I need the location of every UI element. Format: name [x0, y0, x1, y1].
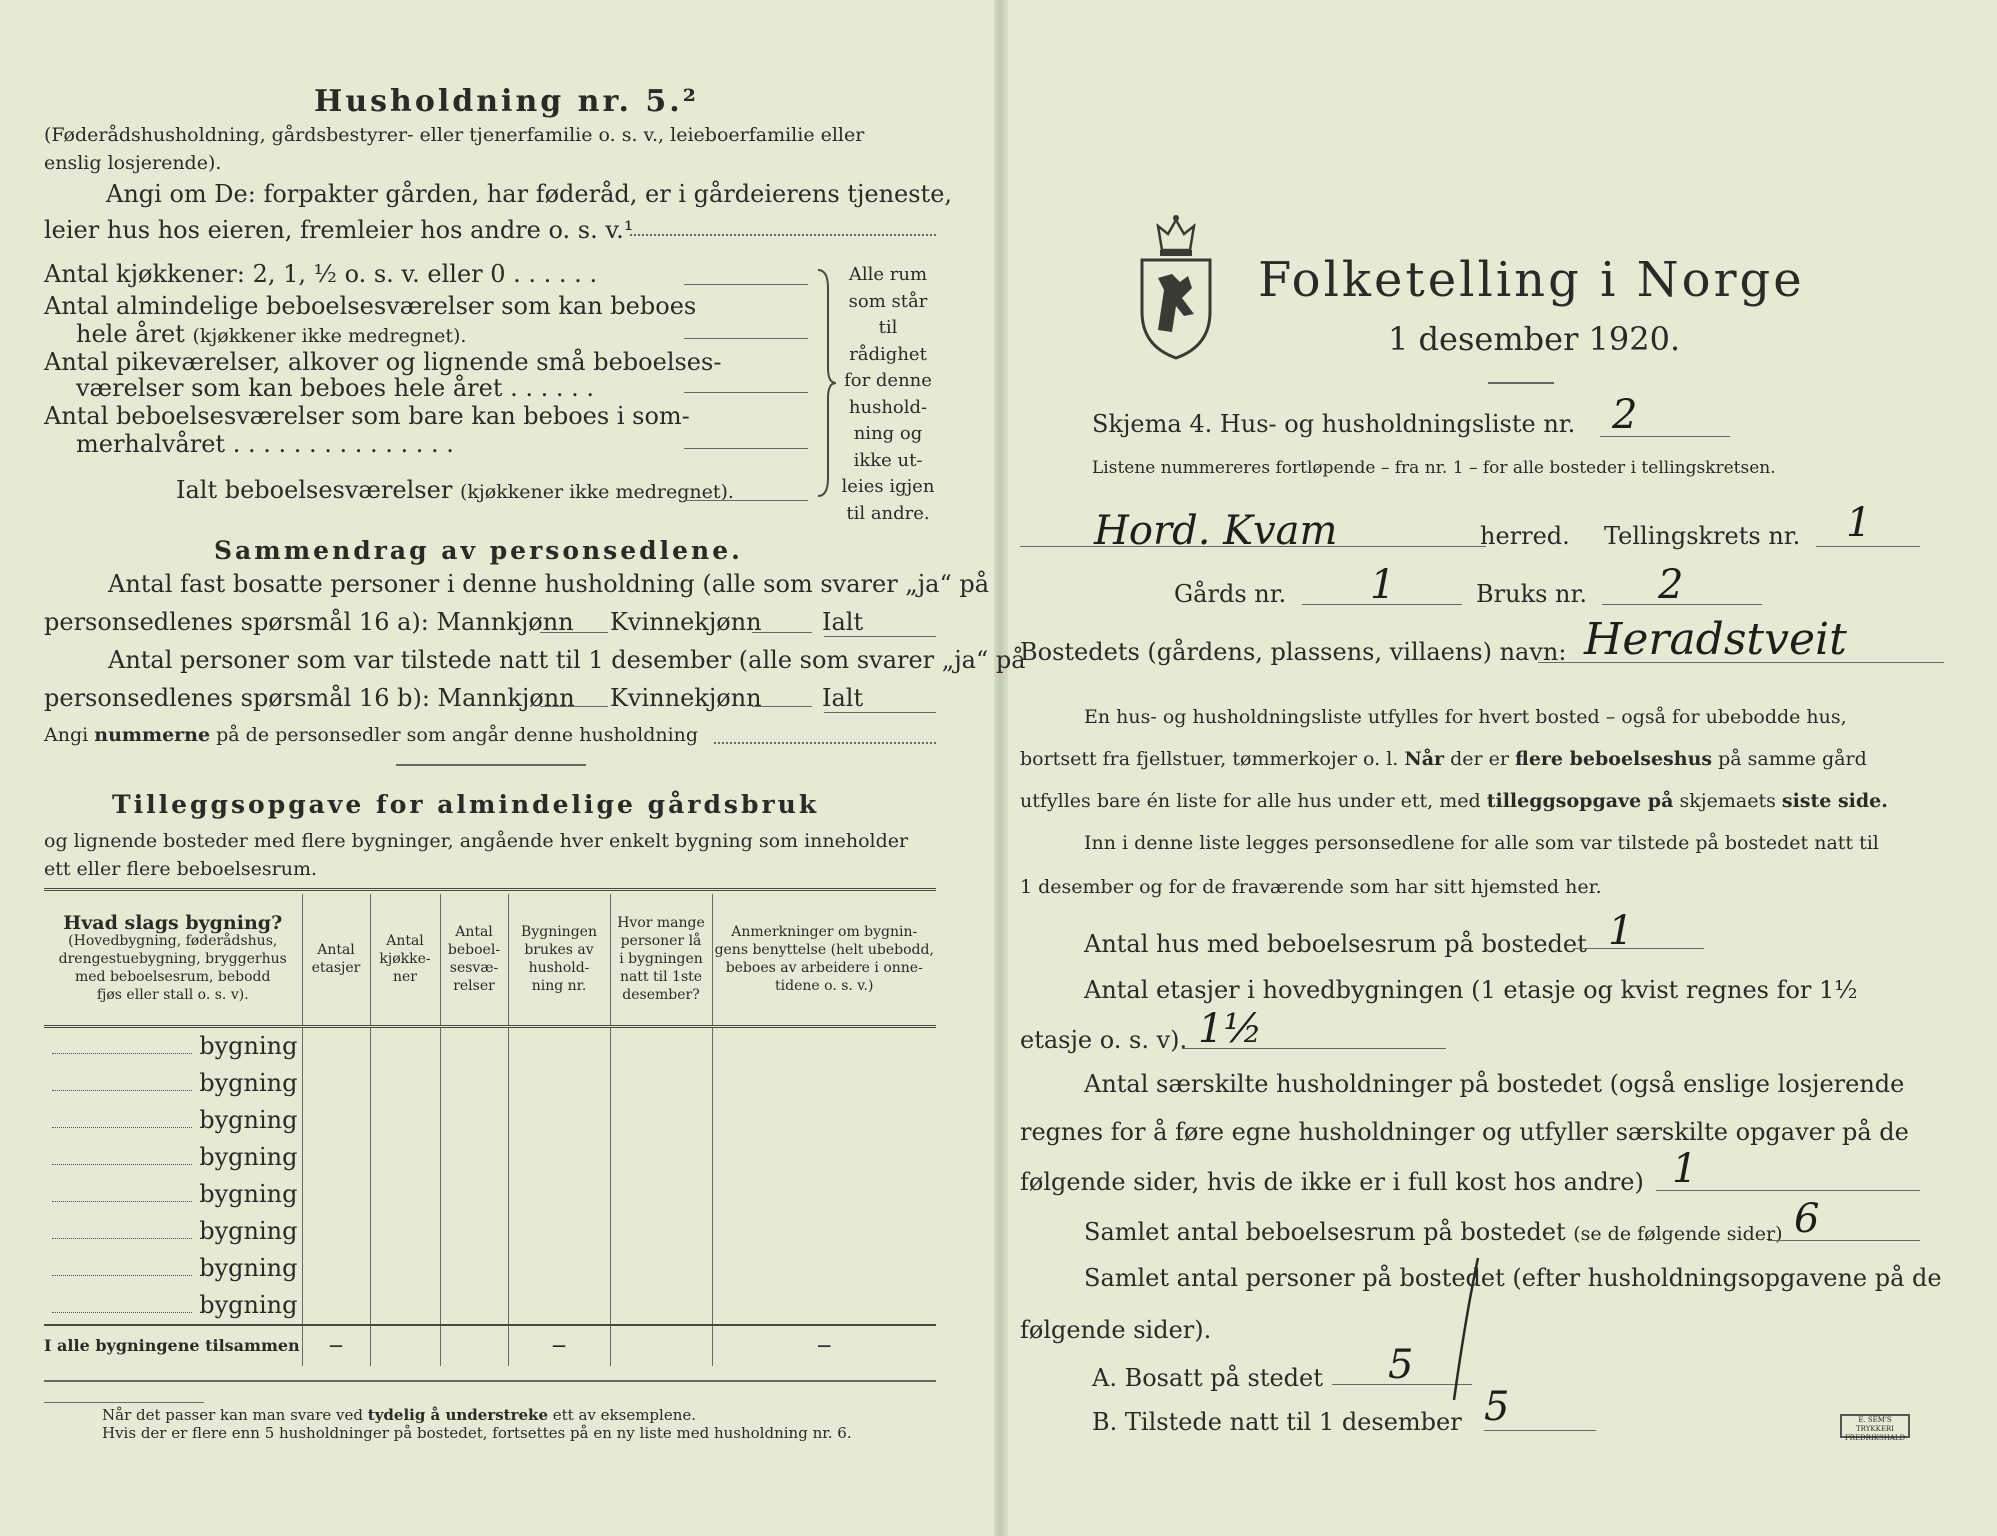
cell[interactable] [712, 1026, 936, 1065]
question-resident: A. Bosatt på stedet [1092, 1364, 1323, 1392]
col-building-type-desc-2: drengestuebygning, bryggerhus [58, 951, 287, 968]
col-rooms [440, 894, 508, 1026]
cell[interactable] [610, 1102, 712, 1139]
rooms-summer-2: merhalvåret . . . . . . . . . . . . . . . [76, 430, 454, 458]
cell[interactable] [440, 1250, 508, 1287]
row-label-text: bygning [199, 1032, 298, 1060]
info-2b: Når [1404, 748, 1445, 770]
info-line-4: Inn i denne liste legges personsedlene for alle som var tilstede på bostedet natt til [1084, 832, 1879, 854]
table-row [44, 1250, 936, 1287]
total-rooms-field[interactable] [684, 500, 808, 501]
cell[interactable] [440, 1139, 508, 1176]
p2-total-field[interactable] [824, 712, 936, 713]
rooms-maid-2: værelser som kan beboes hele året . . . . . . [76, 374, 595, 402]
tellingskrets-label: Tellingskrets nr. [1604, 522, 1801, 550]
rooms-kitchens: Antal kjøkkener: 2, 1, ½ o. s. v. eller 0 . . . . . . [44, 260, 598, 288]
resident-value[interactable]: 5 [1388, 1342, 1414, 1388]
cell[interactable] [712, 1213, 936, 1250]
rooms-ordinary-1: Antal almindelige beboelsesværelser som kan beboes [44, 292, 697, 320]
section-divider [396, 764, 586, 766]
norwegian-coat-of-arms-icon [1136, 212, 1216, 360]
title-divider [1488, 382, 1554, 384]
rooms-ordinary-2-text: hele året [76, 320, 185, 348]
cell[interactable] [508, 1287, 610, 1325]
buildings-table [44, 894, 936, 1366]
row-label[interactable] [44, 1102, 302, 1139]
cell[interactable] [610, 1026, 712, 1065]
question-present: B. Tilstede natt til 1 desember [1092, 1408, 1462, 1436]
cell[interactable] [712, 1065, 936, 1102]
brace-note-4: for denne [844, 370, 932, 391]
page-fold [994, 0, 1008, 1536]
cell[interactable] [508, 1213, 610, 1250]
household-subtitle-2: enslig losjerende). [44, 152, 222, 174]
cell[interactable] [508, 1176, 610, 1213]
cell[interactable] [370, 1176, 440, 1213]
cell[interactable] [712, 1250, 936, 1287]
row-label-text: bygning [199, 1254, 298, 1282]
total-rooms[interactable] [440, 1325, 508, 1366]
info-2c: der er [1450, 748, 1509, 770]
info-3c: skjemaets [1679, 790, 1776, 812]
gards-label: Gårds nr. [1174, 580, 1287, 608]
question-rooms-note: (se de følgende sider) [1573, 1223, 1783, 1245]
footnote-1 [102, 1406, 696, 1424]
present-field-line [1484, 1430, 1596, 1431]
question-persons-2: følgende sider). [1020, 1316, 1212, 1344]
brace-note-9: til andre. [846, 502, 930, 524]
summary-numbers-post: på de personsedler som angår denne husholdning [216, 724, 699, 746]
cell[interactable] [610, 1287, 712, 1325]
brace-note-7: ikke ut- [853, 449, 923, 471]
kitchens-field[interactable] [684, 284, 808, 285]
rooms-total-text: Ialt beboelsesværelser [176, 476, 453, 504]
cell[interactable] [370, 1213, 440, 1250]
info-3a: utfylles bare én liste for alle hus under ett, med [1020, 790, 1481, 812]
cell[interactable] [610, 1139, 712, 1176]
row-label-text: bygning [199, 1180, 298, 1208]
row-label[interactable] [44, 1176, 302, 1213]
question-rooms-text: Samlet antal beboelsesrum på bostedet [1084, 1218, 1566, 1246]
table-row [44, 1102, 936, 1139]
cell[interactable] [302, 1102, 370, 1139]
bruks-label: Bruks nr. [1476, 580, 1587, 608]
cell[interactable] [610, 1065, 712, 1102]
form-title: Folketelling i Norge [1258, 252, 1805, 308]
supplement-heading: Tilleggsopgave for almindelige gårdsbruk [112, 790, 820, 819]
col-floors [302, 894, 370, 1026]
info-2e: på samme gård [1718, 748, 1867, 770]
col-remarks [712, 894, 936, 1026]
cell[interactable] [302, 1139, 370, 1176]
col-floors-1: Antal [317, 942, 355, 959]
p2-male-field[interactable] [540, 706, 608, 707]
footnote-1c: ett av eksemplene. [552, 1406, 697, 1424]
col-persons-4: natt til 1ste [619, 969, 703, 986]
angi-line-1: Angi om De: forpakter gården, har føderåd, er i gårdeierens tjeneste, [106, 180, 953, 208]
col-household-no-3: hushold- [528, 960, 590, 977]
col-remarks-3: beboes av arbeidere i onne- [725, 960, 923, 977]
cell[interactable] [302, 1287, 370, 1325]
col-building-type-title: Hvad slags bygning? [63, 912, 283, 935]
brace-note-6: ning og [853, 423, 923, 444]
herred-label: herred. [1480, 522, 1570, 550]
rooms-total [176, 476, 734, 504]
cell[interactable] [370, 1139, 440, 1176]
table-row [44, 1213, 936, 1250]
table-row [44, 1026, 936, 1065]
question-rooms [1084, 1218, 1783, 1246]
handwritten-bracket-mark [1444, 1254, 1484, 1404]
present-value[interactable]: 5 [1484, 1384, 1510, 1430]
bosted-value[interactable]: Heradstveit [1584, 614, 1847, 665]
rooms-field-line [1768, 1240, 1920, 1241]
footnote-1a: Når det passer kan man svare ved [102, 1406, 363, 1424]
col-household-no-1: Bygningen [521, 924, 597, 941]
cell[interactable] [712, 1176, 936, 1213]
row-label[interactable] [44, 1213, 302, 1250]
total-household[interactable]: — [508, 1325, 610, 1366]
gards-value[interactable]: 1 [1370, 562, 1396, 608]
total-kitchens[interactable] [370, 1325, 440, 1366]
info-line-3 [1020, 790, 1888, 812]
summary-p1-line2: personsedlenes spørsmål 16 a): Mannkjønn [44, 608, 574, 636]
brace-note-2: som står til [848, 290, 928, 338]
col-kitchens [370, 894, 440, 1026]
cell[interactable] [370, 1250, 440, 1287]
schema-number-value[interactable]: 2 [1612, 392, 1638, 438]
col-persons-3: i bygningen [619, 951, 703, 968]
rooms-ordinary-2 [76, 320, 466, 348]
cell[interactable] [610, 1250, 712, 1287]
col-remarks-4: tidene o. s. v.) [775, 978, 874, 995]
table-total-row [44, 1325, 936, 1366]
col-floors-2: etasjer [311, 960, 361, 977]
col-building-type-desc-4: fjøs eller stall o. s. v). [96, 987, 249, 1004]
houses-field-line [1574, 948, 1704, 949]
row-label-text: bygning [199, 1069, 298, 1097]
cell[interactable] [302, 1026, 370, 1065]
brace-note-3: rådighet [849, 343, 927, 365]
col-persons-5: desember? [622, 987, 700, 1004]
cell[interactable] [370, 1102, 440, 1139]
col-remarks-2: gens benyttelse (helt ubebodd, [714, 942, 934, 959]
footnote-rule [44, 1402, 204, 1403]
info-3d: siste side. [1781, 790, 1888, 812]
tellingskrets-value[interactable]: 1 [1846, 500, 1872, 546]
household-title: Husholdning nr. 5.² [314, 84, 699, 119]
footnote-1b: tydelig å understreke [367, 1406, 548, 1424]
summary-p2-female: Kvinnekjønn [610, 684, 762, 712]
summary-numbers-bold: nummerne [94, 724, 211, 746]
household-subtitle-1: (Føderådshusholdning, gårdsbestyrer- eller tjenerfamilie o. s. v., leieboerfamilie eller [44, 124, 865, 146]
cell[interactable] [712, 1287, 936, 1325]
cell[interactable] [508, 1102, 610, 1139]
total-remarks[interactable]: — [712, 1325, 936, 1366]
info-2a: bortsett fra fjellstuer, tømmerkojer o. l. [1020, 748, 1399, 770]
col-kitchens-2: kjøkke- [379, 951, 431, 968]
cell[interactable] [508, 1250, 610, 1287]
table-bottom-rule [44, 1380, 936, 1382]
row-label[interactable] [44, 1287, 302, 1325]
col-kitchens-1: Antal [386, 933, 424, 950]
cell[interactable] [610, 1176, 712, 1213]
rooms-ordinary-2-note: (kjøkkener ikke medregnet). [192, 325, 467, 347]
brace-note-5: hushold- [848, 396, 928, 418]
summary-numbers-pre: Angi [44, 724, 89, 746]
col-rooms-1: Antal [455, 924, 493, 941]
schema-label: Skjema 4. Hus- og husholdningsliste nr. [1092, 410, 1576, 438]
ordinary-rooms-field[interactable] [684, 338, 808, 339]
col-persons-1: Hvor mange [617, 915, 705, 932]
row-label-text: bygning [199, 1143, 298, 1171]
summary-p1-line1: Antal fast bosatte personer i denne husholdning (alle som svarer „ja“ på [108, 570, 990, 598]
info-3b: tilleggsopgave på [1486, 790, 1674, 812]
angi-fill-line[interactable] [630, 234, 936, 236]
summary-p2-total: Ialt [822, 684, 864, 712]
numbers-fill-line[interactable] [714, 742, 936, 744]
row-label-text: bygning [199, 1106, 298, 1134]
col-rooms-4: relser [453, 978, 495, 995]
houses-value[interactable]: 1 [1608, 908, 1634, 954]
col-building-type-desc-3: med beboelsesrum, bebodd [75, 969, 271, 986]
total-floors[interactable]: — [302, 1325, 370, 1366]
herred-value[interactable]: Hord. Kvam [1094, 508, 1338, 554]
question-households-3: følgende sider, hvis de ikke er i full kost hos andre) [1020, 1168, 1644, 1196]
summary-heading: Sammendrag av personsedlene. [214, 536, 743, 565]
curly-brace [812, 268, 838, 498]
col-persons-2: personer lå [620, 933, 702, 950]
supplement-text-1: og lignende bosteder med flere bygninger, angående hver enkelt bygning som inneholder [44, 830, 909, 852]
summary-numbers [44, 724, 698, 746]
col-building-type-desc-1: (Hovedbygning, føderådshus, [68, 933, 278, 950]
angi-line-2: leier hus hos eieren, fremleier hos andre o. s. v.¹ [44, 216, 634, 244]
cell[interactable] [440, 1065, 508, 1102]
question-floors-2: etasje o. s. v). [1020, 1026, 1188, 1054]
info-2d: flere beboelseshus [1515, 748, 1713, 770]
row-label-text: bygning [199, 1217, 298, 1245]
question-houses: Antal hus med beboelsesrum på bostedet [1084, 930, 1587, 958]
table-row [44, 1287, 936, 1325]
info-line-1: En hus- og husholdningsliste utfylles for hvert bosted – også for ubebodde hus, [1084, 706, 1847, 728]
households-value[interactable]: 1 [1672, 1146, 1698, 1192]
info-line-5: 1 desember og for de fraværende som har sitt hjemsted her. [1020, 876, 1602, 898]
cell[interactable] [302, 1176, 370, 1213]
brace-note-1: Alle rum [848, 264, 928, 285]
footnote-2: Hvis der er flere enn 5 husholdninger på bostedet, fortsettes på en ny liste med husholdning nr. 6. [102, 1424, 852, 1442]
rooms-summer-1: Antal beboelsesværelser som bare kan beboes i som- [44, 402, 690, 430]
cell[interactable] [508, 1065, 610, 1102]
col-persons [610, 894, 712, 1026]
info-line-2 [1020, 748, 1867, 770]
brace-note [838, 262, 938, 527]
floors-value[interactable]: 1½ [1198, 1006, 1263, 1052]
bruks-value[interactable]: 2 [1658, 562, 1684, 608]
cell[interactable] [440, 1213, 508, 1250]
row-label[interactable] [44, 1250, 302, 1287]
cell[interactable] [508, 1026, 610, 1065]
cell[interactable] [370, 1287, 440, 1325]
cell[interactable] [302, 1065, 370, 1102]
rooms-maid-1: Antal pikeværelser, alkover og lignende små beboelses- [44, 348, 722, 376]
printer-stamp: E. SEM'S TRYKKERI FREDRIKSHALD [1840, 1414, 1910, 1438]
summary-p2-line1: Antal personer som var tilstede natt til 1 desember (alle som svarer „ja“ på [108, 646, 1026, 674]
summary-p1-female: Kvinnekjønn [610, 608, 762, 636]
summary-p1-total: Ialt [822, 608, 864, 636]
row-label-text: bygning [199, 1291, 298, 1319]
bosted-label: Bostedets (gårdens, plassens, villaens) navn: [1020, 638, 1567, 666]
col-household-no-4: ning nr. [531, 978, 587, 995]
col-rooms-3: sesvæ- [449, 960, 499, 977]
cell[interactable] [440, 1176, 508, 1213]
cell[interactable] [440, 1287, 508, 1325]
question-households-1: Antal særskilte husholdninger på bostedet (også enslige losjerende [1084, 1070, 1905, 1098]
total-label: I alle bygningene tilsammen [44, 1325, 302, 1366]
cell[interactable] [440, 1026, 508, 1065]
table-row [44, 1139, 936, 1176]
cell[interactable] [370, 1026, 440, 1065]
rooms-value[interactable]: 6 [1794, 1196, 1820, 1242]
brace-note-8: leies igjen [841, 476, 935, 497]
col-rooms-2: beboel- [447, 942, 501, 959]
cell[interactable] [440, 1102, 508, 1139]
col-household-no [508, 894, 610, 1026]
col-building-type [44, 894, 302, 1026]
row-label[interactable] [44, 1139, 302, 1176]
rooms-total-note: (kjøkkener ikke medregnet). [459, 481, 734, 503]
cell[interactable] [302, 1213, 370, 1250]
p1-female-field[interactable] [752, 632, 812, 633]
right-page [1008, 0, 1997, 1536]
p1-total-field[interactable] [824, 636, 936, 637]
cell[interactable] [712, 1139, 936, 1176]
maid-rooms-field[interactable] [684, 392, 808, 393]
supplement-text-2: ett eller flere beboelsesrum. [44, 858, 318, 880]
question-households-2: regnes for å føre egne husholdninger og utfyller særskilte opgaver på de [1020, 1118, 1909, 1146]
table-row [44, 1176, 936, 1213]
cell[interactable] [712, 1102, 936, 1139]
tellingskrets-field-line [1816, 546, 1920, 547]
row-label[interactable] [44, 1065, 302, 1102]
p2-female-field[interactable] [752, 706, 812, 707]
question-floors-1: Antal etasjer i hovedbygningen (1 etasje og kvist regnes for 1½ [1084, 976, 1858, 1004]
col-remarks-1: Anmerkninger om bygnin- [731, 924, 918, 941]
cell[interactable] [610, 1213, 712, 1250]
question-persons-1: Samlet antal personer på bostedet (efter husholdningsopgavene på de [1084, 1264, 1942, 1292]
form-date: 1 desember 1920. [1388, 320, 1681, 358]
table-row [44, 1065, 936, 1102]
col-household-no-2: brukes av [524, 942, 594, 959]
numbering-note: Listene nummereres fortløpende – fra nr. 1 – for alle bosteder i tellingskretsen. [1092, 458, 1776, 478]
cell[interactable] [370, 1065, 440, 1102]
row-label[interactable] [44, 1026, 302, 1065]
summer-rooms-field[interactable] [684, 448, 808, 449]
cell[interactable] [508, 1139, 610, 1176]
col-kitchens-3: ner [393, 969, 417, 986]
summary-p2-line2: personsedlenes spørsmål 16 b): Mannkjønn [44, 684, 575, 712]
total-persons[interactable] [610, 1325, 712, 1366]
cell[interactable] [302, 1250, 370, 1287]
table-top-rule [44, 888, 936, 891]
p1-male-field[interactable] [540, 632, 608, 633]
